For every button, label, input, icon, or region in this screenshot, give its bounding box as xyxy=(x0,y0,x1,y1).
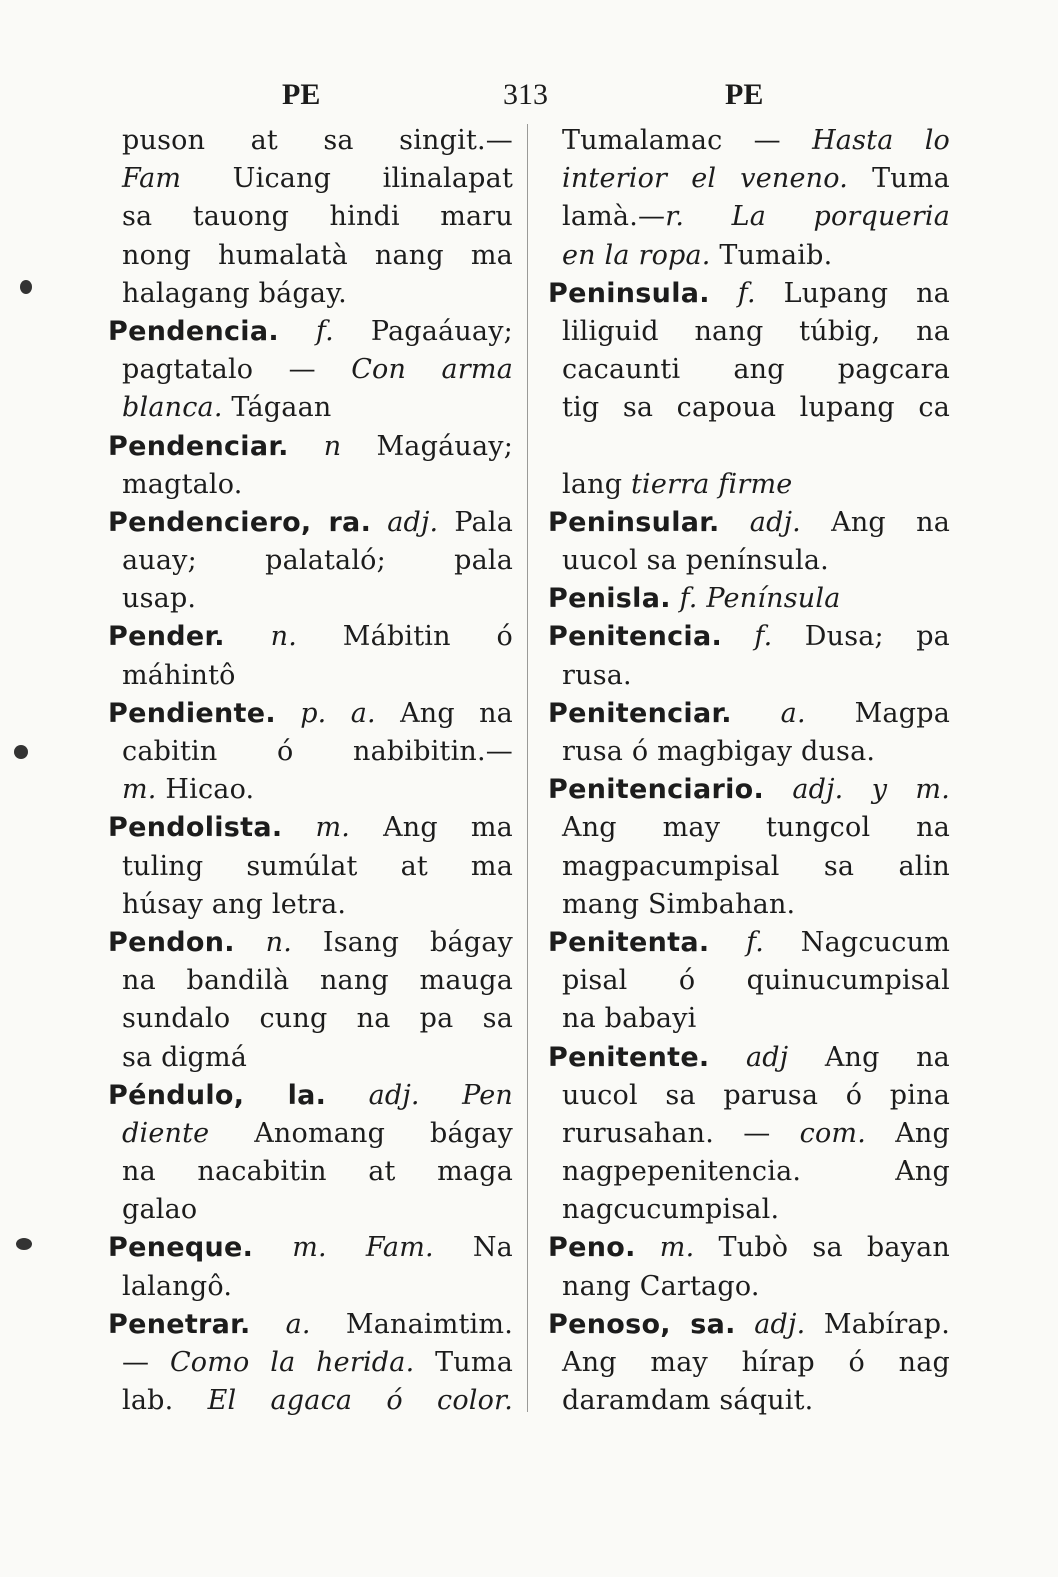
headword: Peneque. xyxy=(108,1232,254,1264)
text-line xyxy=(108,1153,513,1191)
text-line xyxy=(548,1191,950,1229)
grammar-abbr: adj. xyxy=(754,1308,806,1340)
headword: Pendiente. xyxy=(108,697,276,729)
text-line xyxy=(548,657,950,695)
text-line xyxy=(548,733,950,771)
definition-text: Lupang na xyxy=(783,277,950,309)
definition-text: — xyxy=(122,1347,170,1378)
headword: Penitente. xyxy=(548,1041,710,1073)
text-line xyxy=(108,848,513,886)
text-line xyxy=(108,962,513,1000)
text-line xyxy=(548,389,950,427)
text-line xyxy=(108,1344,513,1382)
right-column xyxy=(548,122,950,1420)
running-head-left: PE xyxy=(282,78,321,111)
grammar-abbr: adj. xyxy=(387,506,439,538)
spanish-phrase: en la ropa. xyxy=(562,239,711,271)
definition-text: Pala xyxy=(454,506,513,538)
definition-text: Ang xyxy=(866,1117,950,1149)
headword: Pender. xyxy=(108,621,225,653)
definition-text: Ang na xyxy=(831,506,950,538)
definition-text: Anomang bágay xyxy=(209,1117,513,1149)
definition-text: Nagcucum xyxy=(800,926,950,958)
definition-text: húsay ang letra. xyxy=(122,888,347,920)
grammar-abbr: m. Fam. xyxy=(292,1232,434,1264)
definition-text: lamà.— xyxy=(562,201,666,233)
text-line xyxy=(548,198,950,236)
text-line xyxy=(108,198,513,236)
text-line xyxy=(548,848,950,886)
text-line xyxy=(108,160,513,198)
text-line xyxy=(548,237,950,275)
definition-text: rurusahan. — xyxy=(562,1117,800,1149)
grammar-abbr: a. xyxy=(285,1308,311,1340)
text-line xyxy=(548,962,950,1000)
definition-text: na nacabitin at maga xyxy=(122,1156,513,1188)
binding-hole-mark xyxy=(20,280,32,294)
text-line xyxy=(548,618,950,656)
text-line xyxy=(548,924,950,962)
text-line xyxy=(108,1115,513,1153)
spanish-phrase: Pen xyxy=(462,1079,513,1111)
definition-text: daramdam sáquit. xyxy=(562,1385,814,1417)
text-line xyxy=(548,1229,950,1267)
spanish-phrase: diente xyxy=(122,1117,210,1149)
definition-text: Ang may hírap ó nag xyxy=(562,1347,950,1378)
headword: Penisla. xyxy=(548,583,671,615)
text-line xyxy=(548,1115,950,1153)
definition-text: nong humalatà nang ma xyxy=(122,239,513,271)
grammar-abbr: f. xyxy=(679,583,698,615)
text-line xyxy=(548,351,950,389)
definition-text: Hicao. xyxy=(156,774,255,806)
headword: Penoso, sa. xyxy=(548,1308,736,1340)
definition-text: Tubò sa bayan xyxy=(718,1232,950,1264)
headword: Penitencia. xyxy=(548,621,723,653)
definition-text: Tumaib. xyxy=(710,239,833,271)
text-line xyxy=(108,275,513,313)
definition-text: puson at sa singit.— xyxy=(122,125,513,156)
spanish-phrase: tierra firme xyxy=(631,468,793,500)
grammar-abbr: n xyxy=(323,430,342,462)
spanish-phrase: Como la herida. xyxy=(169,1347,415,1378)
text-line xyxy=(108,1229,513,1267)
text-line xyxy=(548,771,950,809)
definition-text: liliguid nang túbig, na xyxy=(562,315,950,347)
spanish-phrase: blanca. xyxy=(122,392,223,424)
grammar-abbr: m. xyxy=(659,1232,695,1264)
spanish-phrase: r. xyxy=(665,201,685,233)
text-line xyxy=(108,618,513,656)
headword: Pendon. xyxy=(108,926,235,958)
text-line xyxy=(108,1039,513,1077)
headword: Penitenciar. xyxy=(548,697,732,729)
definition-text: tuling sumúlat at ma xyxy=(122,850,513,882)
definition-text: Tuma xyxy=(414,1347,514,1378)
headword: Pendenciar. xyxy=(108,430,289,462)
definition-text: Na xyxy=(472,1232,513,1264)
spanish-phrase: Con arma xyxy=(351,354,513,386)
text-line xyxy=(108,809,513,847)
definition-text: sa tauong hindi maru xyxy=(122,201,513,233)
text-line xyxy=(548,1344,950,1382)
definition-text: na bandilà nang mauga xyxy=(122,965,513,997)
definition-text: Tumalamac — xyxy=(562,125,813,156)
text-line xyxy=(108,580,513,618)
spanish-phrase: Hasta lo xyxy=(812,125,950,156)
definition-text: na babayi xyxy=(562,1003,697,1035)
grammar-abbr: f. xyxy=(754,621,773,653)
grammar-abbr: n. xyxy=(270,621,297,653)
definition-text: Mábitin ó xyxy=(342,621,513,653)
text-line xyxy=(548,428,950,466)
definition-text: Tágaan xyxy=(222,392,332,424)
definition-text: nagcucumpisal. xyxy=(562,1194,780,1226)
text-line xyxy=(548,809,950,847)
definition-text: Magpa xyxy=(854,697,950,729)
definition-text: pisal ó quinucumpisal xyxy=(562,965,950,997)
spanish-phrase: El agaca ó color. xyxy=(207,1385,513,1417)
definition-text: halagang bágay. xyxy=(122,277,347,309)
headword: Pendencia. xyxy=(108,315,279,347)
headword: Penitenta. xyxy=(548,926,710,958)
definition-text: sa digmá xyxy=(122,1041,248,1073)
definition-text: lab. xyxy=(122,1385,208,1417)
text-line xyxy=(548,313,950,351)
spanish-phrase: interior el veneno. xyxy=(562,163,849,195)
definition-text: nagpepenitencia. Ang xyxy=(562,1156,950,1188)
definition-text: Magáuay; xyxy=(376,430,513,462)
text-line xyxy=(548,275,950,313)
definition-text: pagtatalo — xyxy=(122,354,352,386)
text-line xyxy=(108,1000,513,1038)
text-line xyxy=(108,733,513,771)
spanish-phrase: m. xyxy=(122,774,157,806)
column-divider xyxy=(527,124,528,1412)
spanish-phrase: Península xyxy=(706,583,841,615)
definition-text: Ang na xyxy=(400,697,513,729)
definition-text: usap. xyxy=(122,583,197,615)
text-line xyxy=(548,1268,950,1306)
headword: Pendolista. xyxy=(108,812,283,844)
definition-text: cacaunti ang pagcara xyxy=(562,354,950,386)
text-line xyxy=(108,657,513,695)
text-line xyxy=(108,1382,513,1420)
text-line xyxy=(108,1077,513,1115)
text-line xyxy=(548,1039,950,1077)
text-line xyxy=(548,695,950,733)
headword: Peninsula. xyxy=(548,277,710,309)
definition-text: auay; palataló; pala xyxy=(122,545,513,577)
text-line xyxy=(548,580,950,618)
text-line xyxy=(108,542,513,580)
definition-text: Tuma xyxy=(848,163,950,195)
text-line xyxy=(108,504,513,542)
definition-text: galao xyxy=(122,1194,198,1226)
text-line xyxy=(108,389,513,427)
definition-text: Pagaáuay; xyxy=(370,315,513,347)
grammar-abbr: adj. xyxy=(749,506,801,538)
headword: Penitenciario. xyxy=(548,774,765,806)
headword: Péndulo, la. xyxy=(108,1079,327,1111)
grammar-abbr: f. xyxy=(737,277,756,309)
text-line xyxy=(548,160,950,198)
text-line xyxy=(548,466,950,504)
text-line xyxy=(548,504,950,542)
text-line xyxy=(108,122,513,160)
text-line xyxy=(108,695,513,733)
definition-text: Isang bágay xyxy=(322,926,513,958)
definition-text: Mabírap. xyxy=(823,1308,950,1340)
text-line xyxy=(548,1077,950,1115)
running-head-right: PE xyxy=(725,78,764,111)
text-line xyxy=(108,313,513,351)
definition-text: Ang na xyxy=(824,1041,950,1073)
headword: Peninsular. xyxy=(548,506,720,538)
text-line xyxy=(548,886,950,924)
definition-text: lalangô. xyxy=(122,1270,233,1302)
page-number: 313 xyxy=(503,78,548,111)
text-line xyxy=(548,1382,950,1420)
text-line xyxy=(548,1306,950,1344)
definition-text: magpacumpisal sa alin xyxy=(562,850,950,882)
text-line xyxy=(548,1153,950,1191)
definition-text: uucol sa parusa ó pina xyxy=(562,1079,950,1111)
text-line xyxy=(108,237,513,275)
text-line xyxy=(108,886,513,924)
binding-hole-mark xyxy=(16,1238,32,1250)
text-line xyxy=(548,542,950,580)
headword: Pendenciero, ra. xyxy=(108,506,372,538)
definition-text: cabitin ó nabibitin.— xyxy=(122,736,513,767)
grammar-abbr: adj xyxy=(745,1041,789,1073)
left-column xyxy=(108,122,513,1420)
spanish-phrase: com. xyxy=(799,1117,866,1149)
grammar-abbr: adj. xyxy=(368,1079,420,1111)
text-line xyxy=(108,1191,513,1229)
definition-text: magtalo. xyxy=(122,468,243,500)
text-line xyxy=(108,924,513,962)
definition-text: rusa ó magbigay dusa. xyxy=(562,736,876,767)
definition-text: Dusa; pa xyxy=(804,621,950,653)
definition-text: nang Cartago. xyxy=(562,1270,760,1302)
definition-text: rusa. xyxy=(562,659,632,691)
grammar-abbr: adj. y m. xyxy=(792,774,950,806)
binding-hole-mark xyxy=(14,745,28,759)
page-header xyxy=(0,78,1058,118)
definition-text: máhintô xyxy=(122,659,236,691)
grammar-abbr: p. a. xyxy=(300,697,376,729)
headword: Penetrar. xyxy=(108,1308,251,1340)
definition-text: Ang ma xyxy=(383,812,513,844)
grammar-abbr: f. xyxy=(315,315,334,347)
text-line xyxy=(108,466,513,504)
definition-text: lang xyxy=(562,468,631,500)
definition-text: tig sa capoua lupang ca xyxy=(562,392,950,424)
grammar-abbr: a. xyxy=(780,697,806,729)
definition-text: Uicang ilinalapat xyxy=(181,163,513,195)
spanish-phrase: La porqueria xyxy=(684,201,950,233)
headword: Peno. xyxy=(548,1232,636,1264)
grammar-abbr: n. xyxy=(265,926,292,958)
text-line xyxy=(108,1306,513,1344)
definition-text: mang Simbahan. xyxy=(562,888,796,920)
grammar-abbr: f. xyxy=(746,926,765,958)
spanish-phrase: Fam xyxy=(122,163,182,195)
definition-text: Manaimtim. xyxy=(345,1308,513,1340)
grammar-abbr: m. xyxy=(315,812,351,844)
text-line xyxy=(548,122,950,160)
text-line xyxy=(548,1000,950,1038)
text-line xyxy=(108,351,513,389)
definition-text: sundalo cung na pa sa xyxy=(122,1003,513,1035)
definition-text: uucol sa península. xyxy=(562,545,829,577)
text-line xyxy=(108,428,513,466)
definition-text: Ang may tungcol na xyxy=(562,812,950,844)
text-line xyxy=(108,1268,513,1306)
text-line xyxy=(108,771,513,809)
